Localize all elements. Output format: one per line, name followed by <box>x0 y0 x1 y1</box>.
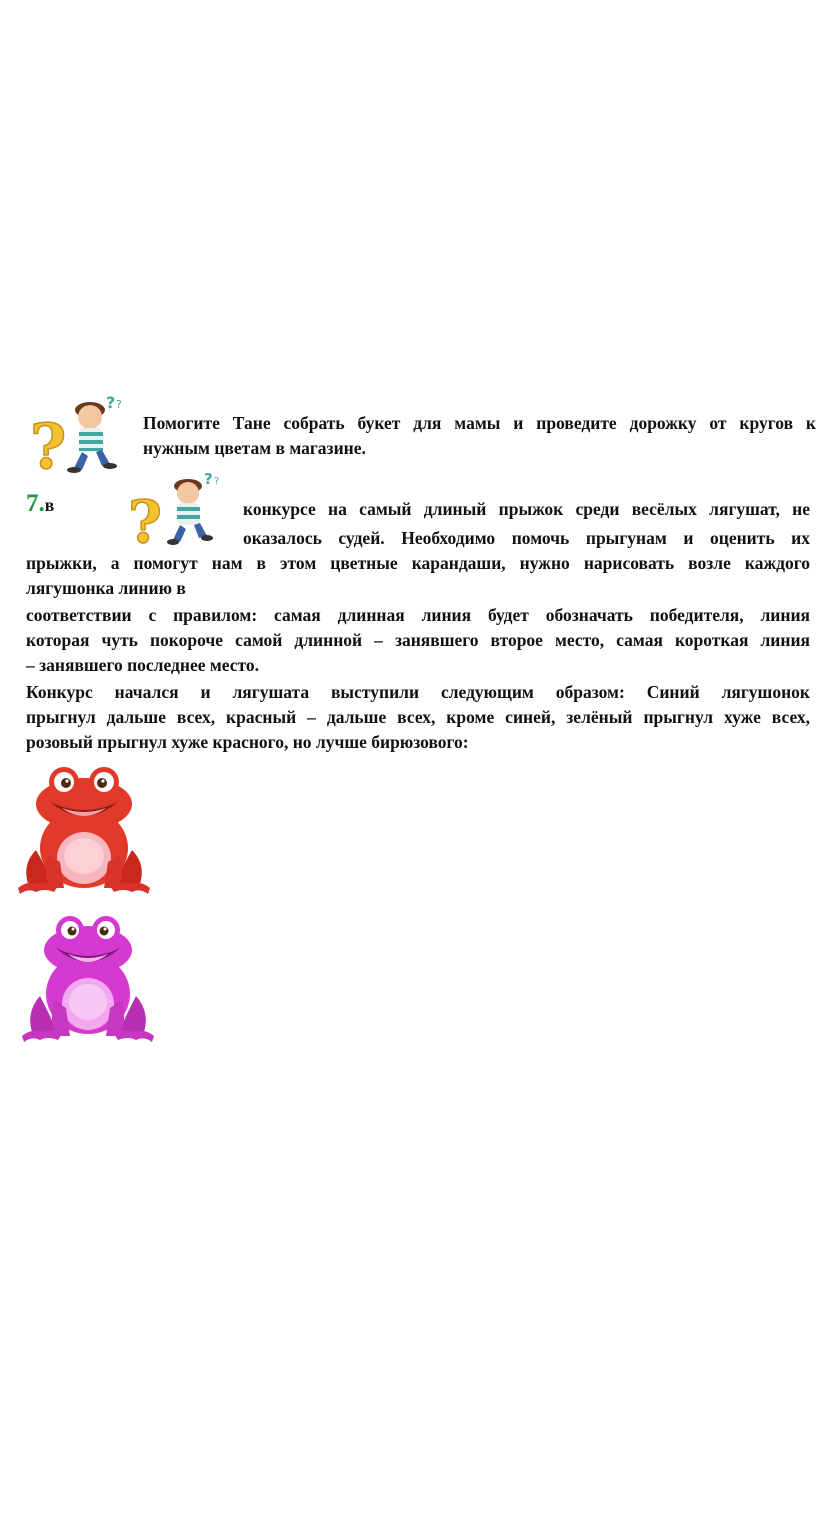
svg-text:?: ? <box>106 393 116 412</box>
task7-line10: розовый прыгнул хуже красного, но лучше бирюзового: <box>26 732 469 752</box>
red-frog-image <box>14 764 154 900</box>
task7-line1: конкурсе на самый длиный прыжок среди весёлых лягушат, не <box>243 499 810 519</box>
task7-line4: лягушонка линию в <box>26 578 186 598</box>
svg-text:?: ? <box>128 488 162 548</box>
task7-line5: соответствии с правилом: самая длинная линия будет обозначать победителя, линия <box>26 605 810 625</box>
task7-heading <box>26 490 54 522</box>
task7-line2: оказалось судей. Необходимо помочь прыгунам и оценить их <box>243 528 810 548</box>
svg-text:?: ? <box>30 410 67 476</box>
task-number: 7. <box>26 490 45 517</box>
boy-question-icon <box>128 468 228 548</box>
task7-line6: которая чуть покороче самой длинной – занявшего второе место, самая короткая линия <box>26 630 810 650</box>
task7-line9: прыгнул дальше всех, красный – дальше всех, кроме синей, зелёный прыгнул хуже всех, <box>26 707 810 727</box>
task6-line2: нужным цветам в магазине. <box>143 438 366 458</box>
task7-lead-word: в <box>44 495 55 515</box>
pink-frog-image <box>20 912 156 1048</box>
svg-text:?: ? <box>116 398 122 411</box>
svg-text:?: ? <box>214 476 220 487</box>
task6-line1: Помогите Тане собрать букет для мамы и проведите дорожку от кругов к <box>143 413 816 433</box>
task7-line7: – занявшего последнее место. <box>26 655 260 675</box>
task7-line8: Конкурс начался и лягушата выступили следующим образом: Синий лягушонок <box>26 682 810 702</box>
boy-question-icon <box>30 390 130 476</box>
svg-text:?: ? <box>204 470 213 488</box>
task7-line3: прыжки, а помогут нам в этом цветные карандаши, нужно нарисовать возле каждого <box>26 553 810 573</box>
